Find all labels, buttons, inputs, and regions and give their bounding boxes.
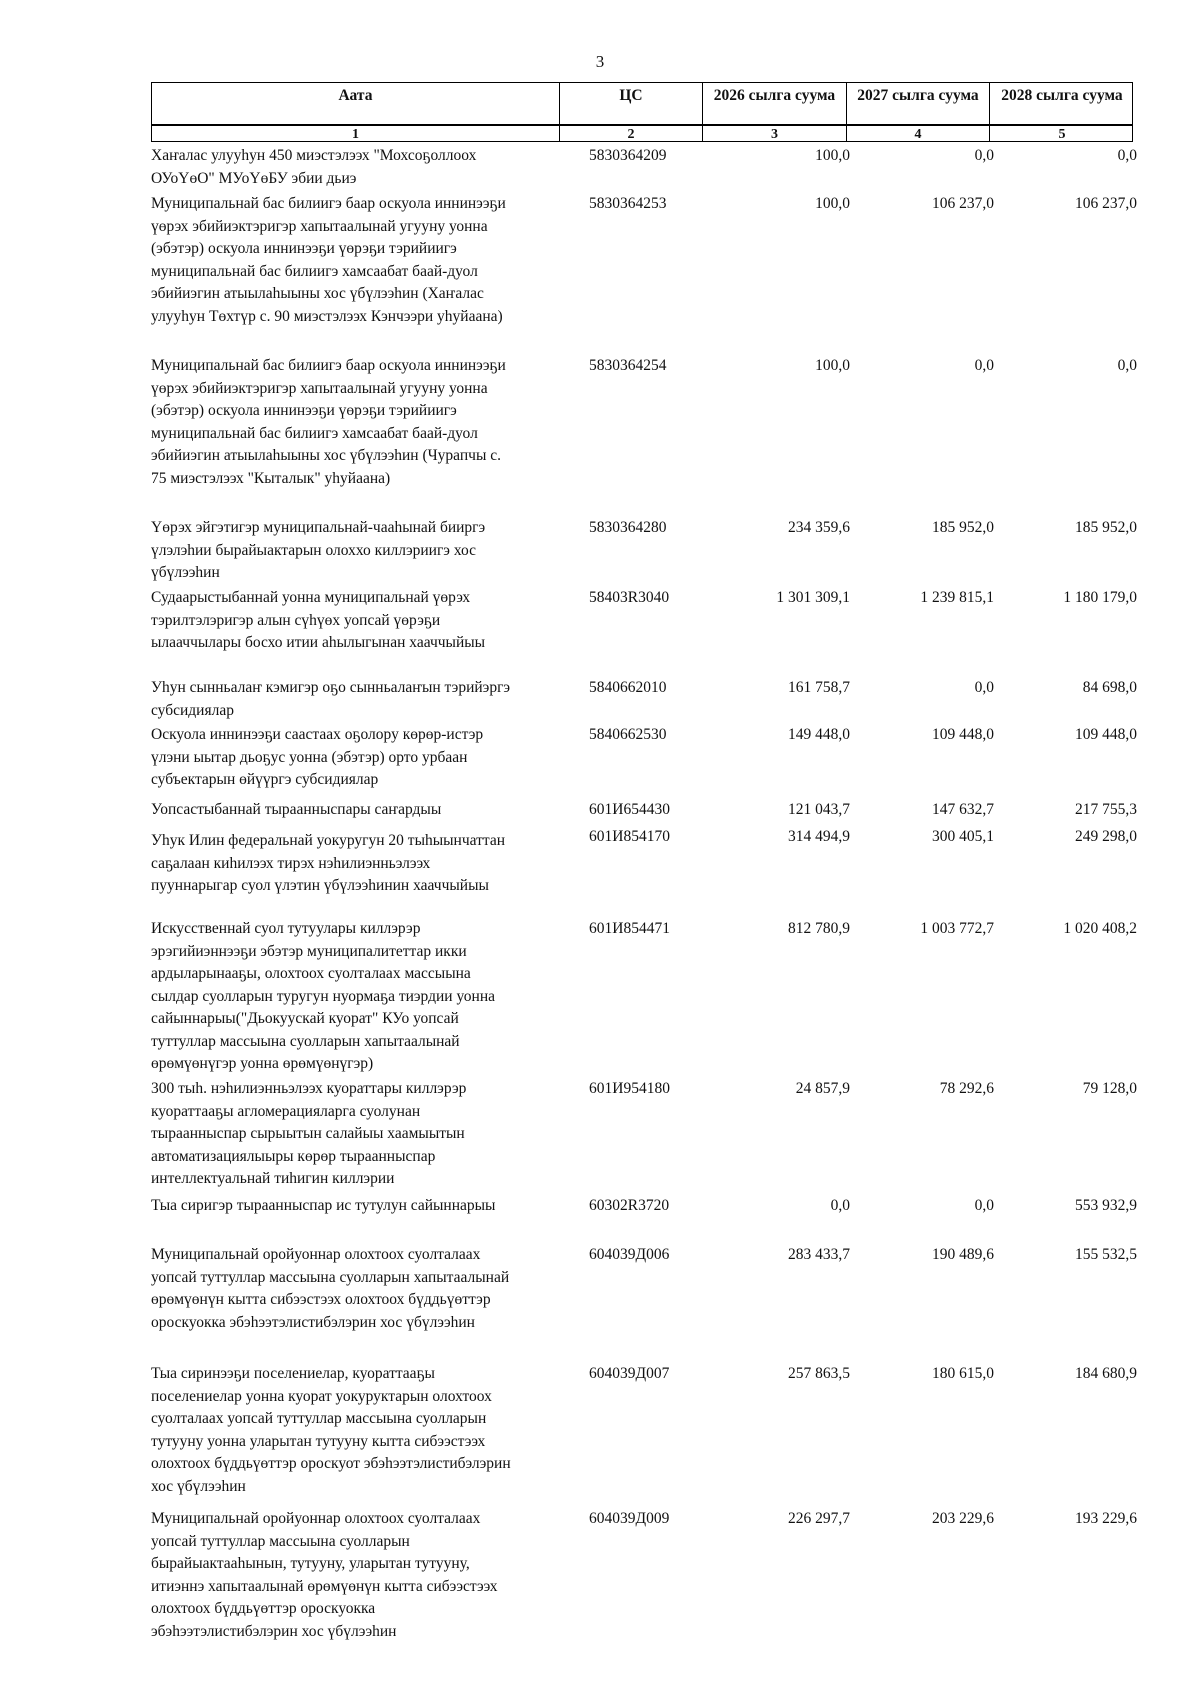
row-value-2026: 257 863,5 xyxy=(788,1365,850,1382)
row-name: Үөрэх эйгэтигэр муниципальнай-чааһынай бииргэ үлэлэһии бырайыактарын олоххо киллэриигэ хос үбүлээһин xyxy=(151,519,486,581)
row-value-2028: 155 532,5 xyxy=(1075,1246,1137,1263)
column-number-4: 4 xyxy=(846,126,989,141)
row-value-2026: 24 857,9 xyxy=(795,1080,850,1097)
row-value-2027: 147 632,7 xyxy=(932,801,994,818)
header-code: ЦС xyxy=(559,83,702,124)
header-2026: 2026 сылга суума xyxy=(702,83,846,124)
row-value-2027: 1 003 772,7 xyxy=(920,920,994,937)
row-name: Хаҥалас улууһун 450 миэстэлээх "Мохсоҕоллоох ОУоҮөО" МУоҮөБУ эбии дьиэ xyxy=(151,147,477,187)
row-value-2028: 193 229,6 xyxy=(1075,1510,1137,1527)
row-name: Искусственнай суол тутуулары киллэрэр эрэгийиэннээҕи эбэтэр муниципалитеттар икки ардыларынааҕы, олохтоох суолталаах массыына сылдар суолларын туругун нуормаҕа тиэрдии уонна сайыннарыы("Дьокуускай куорат" КУо уопсай туттуллар массыына суолларын хапытаалынай өрөмүөнүгэр уонна өрөмүөнүгэр) xyxy=(151,920,496,1072)
page-number: 3 xyxy=(595,52,605,71)
row-name: Уопсастыбаннай тыраанныспары саҥардыы xyxy=(151,801,442,818)
row-value-2027: 190 489,6 xyxy=(932,1246,994,1263)
row-name: Муниципальнай бас билиигэ баар оскуола иннинээҕи үөрэх эбийиэктэригэр хапытаалынай угууну уонна (эбэтэр) оскуола иннинээҕи үөрэҕи тэрийиигэ муниципальнай бас билиигэ хамсаабат баай-дуол эбийиэгин атыылаһыыны хос үбүлээһин (Чурапчы с. 75 миэстэлээх "Кыталык" уһуйаана) xyxy=(151,357,506,487)
row-name: Тыа сиригэр тыраанныспар ис тутулун сайыннарыы xyxy=(151,1197,496,1214)
row-value-2028: 79 128,0 xyxy=(1082,1080,1137,1097)
header-2028: 2028 сылга суума xyxy=(989,83,1134,124)
row-code: 5830364280 xyxy=(589,519,667,536)
row-value-2028: 109 448,0 xyxy=(1075,726,1137,743)
header-2027: 2027 сылга суума xyxy=(846,83,989,124)
row-value-2026: 149 448,0 xyxy=(788,726,850,743)
row-value-2027: 180 615,0 xyxy=(932,1365,994,1382)
row-value-2026: 812 780,9 xyxy=(788,920,850,937)
column-number-5: 5 xyxy=(989,126,1134,141)
row-value-2027: 0,0 xyxy=(974,1197,994,1214)
header-name: Аата xyxy=(338,87,373,104)
row-value-2026: 1 301 309,1 xyxy=(776,589,850,606)
row-value-2026: 121 043,7 xyxy=(788,801,850,818)
column-number-1: 1 xyxy=(352,127,359,141)
row-value-2026: 226 297,7 xyxy=(788,1510,850,1527)
row-value-2027: 185 952,0 xyxy=(932,519,994,536)
row-value-2026: 283 433,7 xyxy=(788,1246,850,1263)
row-value-2026: 161 758,7 xyxy=(788,679,850,696)
row-code: 60302R3720 xyxy=(589,1197,670,1214)
row-value-2027: 0,0 xyxy=(974,357,994,374)
row-name: Оскуола иннинээҕи саастаах оҕолору көрөр-истэр үлэни ыытар дьоҕус уонна (эбэтэр) орто урбаан субъектарын өйүүргэ субсидиялар xyxy=(151,726,484,788)
row-code: 5840662010 xyxy=(589,679,667,696)
row-name: Уһук Илин федеральнай уокуругун 20 тыһыынчаттан саҕалаан киһилээх тирэх нэһилиэнньэлээх пууннарыгар суол үлэтин үбүлээһинин хааччыйыы xyxy=(151,832,506,894)
row-value-2026: 234 359,6 xyxy=(788,519,850,536)
row-name: Муниципальнай оройуоннар олохтоох суолталаах уопсай туттуллар массыына суолларын хапытаалынай өрөмүөнүн кытта сибээстээх олохтоох бүддьүөттэр ороскуокка эбэһээтэлистибэлэрин хос үбүлээһин xyxy=(151,1246,510,1331)
row-name: Тыа сиринээҕи поселениелар, куораттааҕы поселениелар уонна куорат уокуруктарын олохтоох суолталаах уопсай туттуллар массыына суолларын тутууну уонна уларытан тутууну кытта сибээстээх олохтоох бүддьүөттэр ороскуот эбэһээтэлистибэлэрин хос үбүлээһин xyxy=(151,1365,511,1495)
row-code: 5830364209 xyxy=(589,147,667,164)
row-code: 5840662530 xyxy=(589,726,667,743)
row-code: 601И654430 xyxy=(589,801,670,818)
table-column-number-row xyxy=(151,125,1133,142)
row-value-2027: 109 448,0 xyxy=(932,726,994,743)
row-value-2028: 217 755,3 xyxy=(1075,801,1137,818)
row-value-2028: 106 237,0 xyxy=(1075,195,1137,212)
row-value-2026: 100,0 xyxy=(815,195,850,212)
row-code: 5830364253 xyxy=(589,195,667,212)
row-value-2028: 0,0 xyxy=(1117,147,1137,164)
row-value-2027: 106 237,0 xyxy=(932,195,994,212)
row-value-2028: 1 180 179,0 xyxy=(1063,589,1137,606)
row-name: Муниципальнай бас билиигэ баар оскуола иннинээҕи үөрэх эбийиэктэригэр хапытаалынай угууну уонна (эбэтэр) оскуола иннинээҕи үөрэҕи тэрийиигэ муниципальнай бас билиигэ хамсаабат баай-дуол эбийиэгин атыылаһыыны хос үбүлээһин (Хаҥалас улууһун Төхтүр с. 90 миэстэлээх Кэнчээри уһуйаана) xyxy=(151,195,506,325)
row-value-2028: 185 952,0 xyxy=(1075,519,1137,536)
row-value-2027: 0,0 xyxy=(974,679,994,696)
row-value-2026: 100,0 xyxy=(815,147,850,164)
row-value-2028: 184 680,9 xyxy=(1075,1365,1137,1382)
row-code: 58403R3040 xyxy=(589,589,670,606)
row-code: 601И854471 xyxy=(589,920,670,937)
row-value-2026: 0,0 xyxy=(830,1197,850,1214)
row-code: 5830364254 xyxy=(589,357,667,374)
table-header-row xyxy=(151,82,1133,125)
row-value-2027: 78 292,6 xyxy=(939,1080,994,1097)
column-number-2: 2 xyxy=(559,126,702,141)
row-value-2026: 100,0 xyxy=(815,357,850,374)
row-name: Муниципальнай оройуоннар олохтоох суолталаах уопсай туттуллар массыына суолларын бырайыактааһынын, тутууну, уларытан тутууну, итиэннэ хапытаалынай өрөмүөнүн кытта сибээстээх олохтоох бүддьүөттэр ороскуокка эбэһээтэлистибэлэрин хос үбүлээһин xyxy=(151,1510,498,1640)
row-code: 604039Д007 xyxy=(589,1365,670,1382)
row-value-2027: 1 239 815,1 xyxy=(920,589,994,606)
row-code: 604039Д006 xyxy=(589,1246,670,1263)
row-value-2028: 249 298,0 xyxy=(1075,828,1137,845)
column-number-3: 3 xyxy=(702,126,846,141)
row-name: Судаарыстыбаннай уонна муниципальнай үөрэх тэрилтэлэригэр алын сүһүөх уопсай үөрэҕи ылааччылары босхо итии аһылыгынан хааччыйыы xyxy=(151,589,486,651)
row-code: 601И854170 xyxy=(589,828,670,845)
row-name: Уһун сынньалаҥ кэмигэр оҕо сынньалаҥын тэрийэргэ субсидиялар xyxy=(151,679,511,719)
row-value-2028: 0,0 xyxy=(1117,357,1137,374)
row-code: 604039Д009 xyxy=(589,1510,670,1527)
row-value-2027: 0,0 xyxy=(974,147,994,164)
row-value-2028: 553 932,9 xyxy=(1075,1197,1137,1214)
row-value-2026: 314 494,9 xyxy=(788,828,850,845)
row-name: 300 тыһ. нэһилиэнньэлээх куораттары киллэрэр куораттааҕы агломерацияларга суолунан тыраанныспар сырыытын салайыы хаамыытын автоматизациялыыры көрөр тыраанныспар интеллектуальнай тиһигин киллэрии xyxy=(151,1080,467,1187)
row-value-2028: 84 698,0 xyxy=(1082,679,1137,696)
row-value-2028: 1 020 408,2 xyxy=(1063,920,1137,937)
row-value-2027: 203 229,6 xyxy=(932,1510,994,1527)
row-code: 601И954180 xyxy=(589,1080,670,1097)
row-value-2027: 300 405,1 xyxy=(932,828,994,845)
